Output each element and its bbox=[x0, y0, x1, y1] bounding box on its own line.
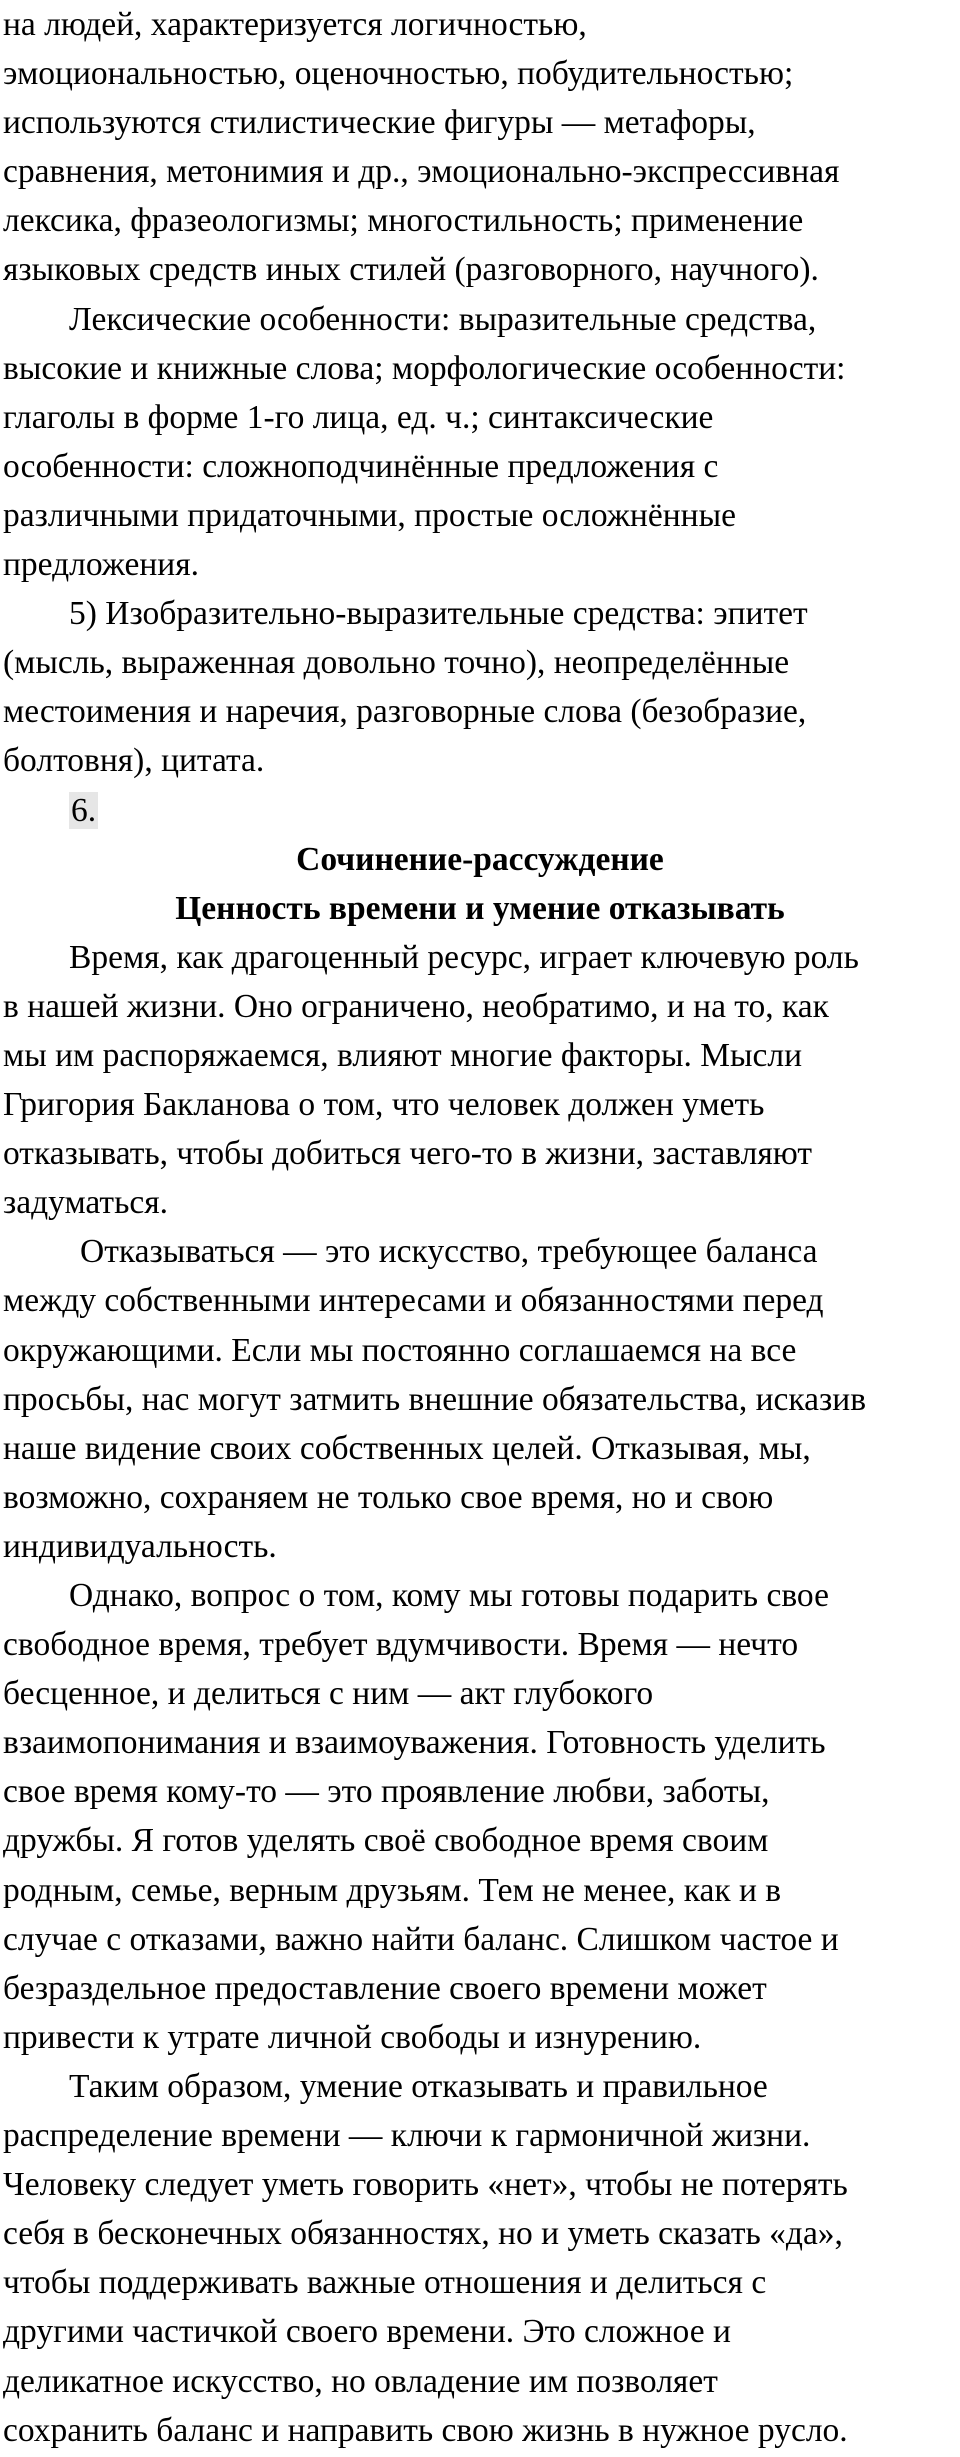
text-line: дружбы. Я готов уделять своё свободное время своим bbox=[3, 1822, 769, 1860]
text-line: взаимопонимания и взаимоуважения. Готовность уделить bbox=[3, 1724, 826, 1762]
text-line: 5) Изобразительно-выразительные средства: эпитет bbox=[69, 595, 808, 633]
text-line: Человеку следует уметь говорить «нет», чтобы не потерять bbox=[3, 2166, 848, 2204]
text-line: используются стилистические фигуры — метафоры, bbox=[3, 104, 756, 142]
text-line: Григория Бакланова о том, что человек должен уметь bbox=[3, 1086, 765, 1124]
text-line: сохранить баланс и направить свою жизнь в нужное русло. bbox=[3, 2411, 848, 2449]
text-line: Отказываться — это искусство, требующее баланса bbox=[80, 1233, 818, 1271]
essay-paragraph-4 bbox=[0, 2062, 960, 2455]
text-line: Лексические особенности: выразительные средства, bbox=[69, 300, 817, 338]
text-line: привести к утрате личной свободы и изнурению. bbox=[3, 2018, 702, 2056]
essay-type-heading: Сочинение-рассуждение bbox=[296, 840, 664, 878]
text-line: между собственными интересами и обязанностями перед bbox=[3, 1282, 824, 1320]
text-line: Однако, вопрос о том, кому мы готовы подарить свое bbox=[69, 1577, 829, 1614]
text-line: болтовня), цитата. bbox=[3, 742, 265, 780]
essay-paragraph-2 bbox=[0, 1227, 960, 1571]
text-line: индивидуальность. bbox=[3, 1527, 277, 1565]
text-line: другими частичкой своего времени. Это сложное и bbox=[3, 2313, 731, 2351]
text-line: возможно, сохраняем не только свое время, но и свою bbox=[3, 1478, 774, 1516]
text-line: деликатное искусство, но овладение им позволяет bbox=[3, 2362, 718, 2400]
text-line: сравнения, метонимия и др., эмоционально-экспрессивная bbox=[3, 153, 840, 191]
text-line: просьбы, нас могут затмить внешние обязательства, исказив bbox=[3, 1380, 867, 1418]
text-line: себя в бесконечных обязанностях, но и уметь сказать «да», bbox=[3, 2215, 843, 2253]
text-line: (мысль, выраженная довольно точно), неопределённые bbox=[3, 644, 790, 682]
text-line: на людей, характеризуется логичностью, bbox=[3, 6, 587, 43]
paragraph-expressive-means bbox=[0, 589, 960, 785]
text-line: различными придаточными, простые осложнённые bbox=[3, 496, 736, 534]
text-line: задуматься. bbox=[3, 1184, 168, 1222]
text-line: бесценное, и делиться с ним — акт глубокого bbox=[3, 1675, 654, 1713]
text-line: предложения. bbox=[3, 546, 199, 584]
text-line: глаголы в форме 1-го лица, ед. ч.; синтаксические bbox=[3, 398, 714, 436]
text-line: чтобы поддерживать важные отношения и делиться с bbox=[3, 2264, 767, 2302]
text-line: безраздельное предоставление своего времени может bbox=[3, 1969, 767, 2007]
paragraph-continuation bbox=[0, 0, 960, 295]
text-line: лексика, фразеологизмы; многостильность; применение bbox=[3, 202, 804, 240]
text-line: свое время кому-то — это проявление любви, заботы, bbox=[3, 1773, 770, 1811]
essay-paragraph-3 bbox=[0, 1571, 960, 2062]
text-line: в нашей жизни. Оно ограничено, необратимо, и на то, как bbox=[3, 987, 829, 1025]
text-line: родным, семье, верным друзьям. Тем не менее, как и в bbox=[3, 1871, 782, 1909]
task-number-line bbox=[0, 786, 960, 835]
text-line: мы им распоряжаемся, влияют многие факторы. Мысли bbox=[3, 1036, 803, 1074]
essay-title-heading: Ценность времени и умение отказывать bbox=[175, 889, 785, 927]
paragraph-lexical-features bbox=[0, 295, 960, 590]
text-line: отказывать, чтобы добиться чего-то в жизни, заставляют bbox=[3, 1135, 813, 1173]
text-line: свободное время, требует вдумчивости. Время — нечто bbox=[3, 1626, 799, 1664]
text-line: высокие и книжные слова; морфологические особенности: bbox=[3, 349, 846, 387]
text-line: особенности: сложноподчинённые предложения с bbox=[3, 447, 719, 485]
text-line: языковых средств иных стилей (разговорного, научного). bbox=[3, 251, 819, 289]
text-line: Таким образом, умение отказывать и правильное bbox=[69, 2067, 768, 2105]
text-line: местоимения и наречия, разговорные слова (безобразие, bbox=[3, 693, 807, 731]
text-line: наше видение своих собственных целей. Отказывая, мы, bbox=[3, 1429, 811, 1467]
text-line: окружающими. Если мы постоянно соглашаемся на все bbox=[3, 1331, 797, 1369]
text-line: случае с отказами, важно найти баланс. Слишком частое и bbox=[3, 1920, 839, 1958]
text-line: эмоциональностью, оценочностью, побудительностью; bbox=[3, 55, 794, 93]
task-number: 6. bbox=[71, 791, 97, 829]
text-line: распределение времени — ключи к гармоничной жизни. bbox=[3, 2117, 811, 2155]
text-line: Время, как драгоценный ресурс, играет ключевую роль bbox=[69, 938, 859, 976]
essay-paragraph-1 bbox=[0, 933, 960, 1228]
